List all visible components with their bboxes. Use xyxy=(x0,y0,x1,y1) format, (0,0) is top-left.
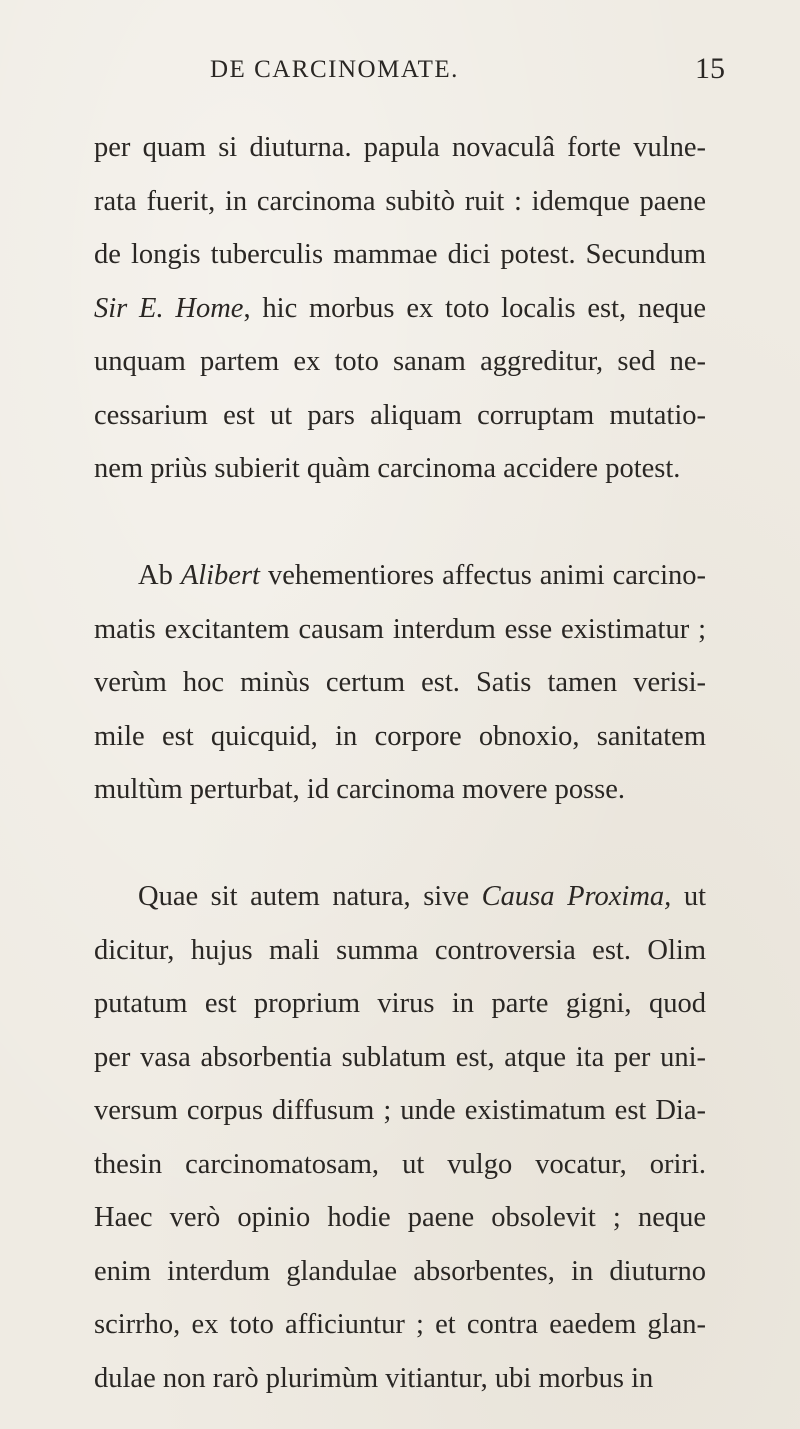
body-text xyxy=(94,121,706,1405)
paragraph-gap xyxy=(94,496,706,550)
italic-name: Sir E. Home xyxy=(94,292,244,324)
italic-term: Causa Proxima, xyxy=(481,881,672,912)
page-header xyxy=(0,48,800,88)
italic-name: Alibert xyxy=(180,560,260,591)
text-line: enim interdum glandulae absorbentes, in diuturno xyxy=(94,1255,706,1287)
text-line: dulae non rarò plurimùm vitiantur, ubi morbus in xyxy=(94,1362,654,1394)
text-line: unquam partem ex toto sanam aggreditur, sed ne- xyxy=(94,346,706,377)
text-line: scirrho, ex toto afficiuntur ; et contra eaedem glan- xyxy=(94,1309,706,1340)
text-line: dicitur, hujus mali summa controversia est. Olim xyxy=(94,934,706,966)
text-line: nem priùs subierit quàm carcinoma accidere potest. xyxy=(94,453,681,484)
running-title: DE CARCINOMATE. xyxy=(210,56,459,83)
text-line: versum corpus diffusum ; unde existimatum est Dia- xyxy=(94,1095,706,1126)
text-line: per vasa absorbentia sublatum est, atque ita per uni- xyxy=(94,1041,706,1073)
text-line: Ab Alibert vehementiores affectus animi carcino- xyxy=(138,560,706,591)
text-line: Sir E. Home, hic morbus ex toto localis est, neque xyxy=(94,292,706,324)
text-line: putatum est proprium virus in parte gigni, quod xyxy=(94,988,706,1019)
text-line: Quae sit autem natura, sive Causa Proxima, ut xyxy=(138,881,707,912)
text-line: rata fuerit, in carcinoma subitò ruit : idemque paene xyxy=(94,185,706,217)
text-line: de longis tuberculis mammae dici potest. Secundum xyxy=(94,239,706,270)
text-line: multùm perturbat, id carcinoma movere posse. xyxy=(94,774,626,805)
text-line: Haec verò opinio hodie paene obsolevit ; neque xyxy=(94,1202,706,1233)
paragraph-1 xyxy=(94,121,706,496)
paragraph-2 xyxy=(94,549,706,817)
text-line: mile est quicquid, in corpore obnoxio, sanitatem xyxy=(94,720,706,752)
text-line: matis excitantem causam interdum esse existimatur ; xyxy=(94,613,706,645)
paragraph-gap xyxy=(94,817,706,871)
text-line: cessarium est ut pars aliquam corruptam mutatio- xyxy=(94,399,706,431)
text-line: verùm hoc minùs certum est. Satis tamen verisi- xyxy=(94,667,706,698)
text-line: per quam si diuturna. papula novaculâ forte vulne- xyxy=(94,132,706,163)
text-line: thesin carcinomatosam, ut vulgo vocatur, oriri. xyxy=(94,1148,706,1180)
paragraph-3 xyxy=(94,870,706,1405)
page-number: 15 xyxy=(695,52,725,85)
